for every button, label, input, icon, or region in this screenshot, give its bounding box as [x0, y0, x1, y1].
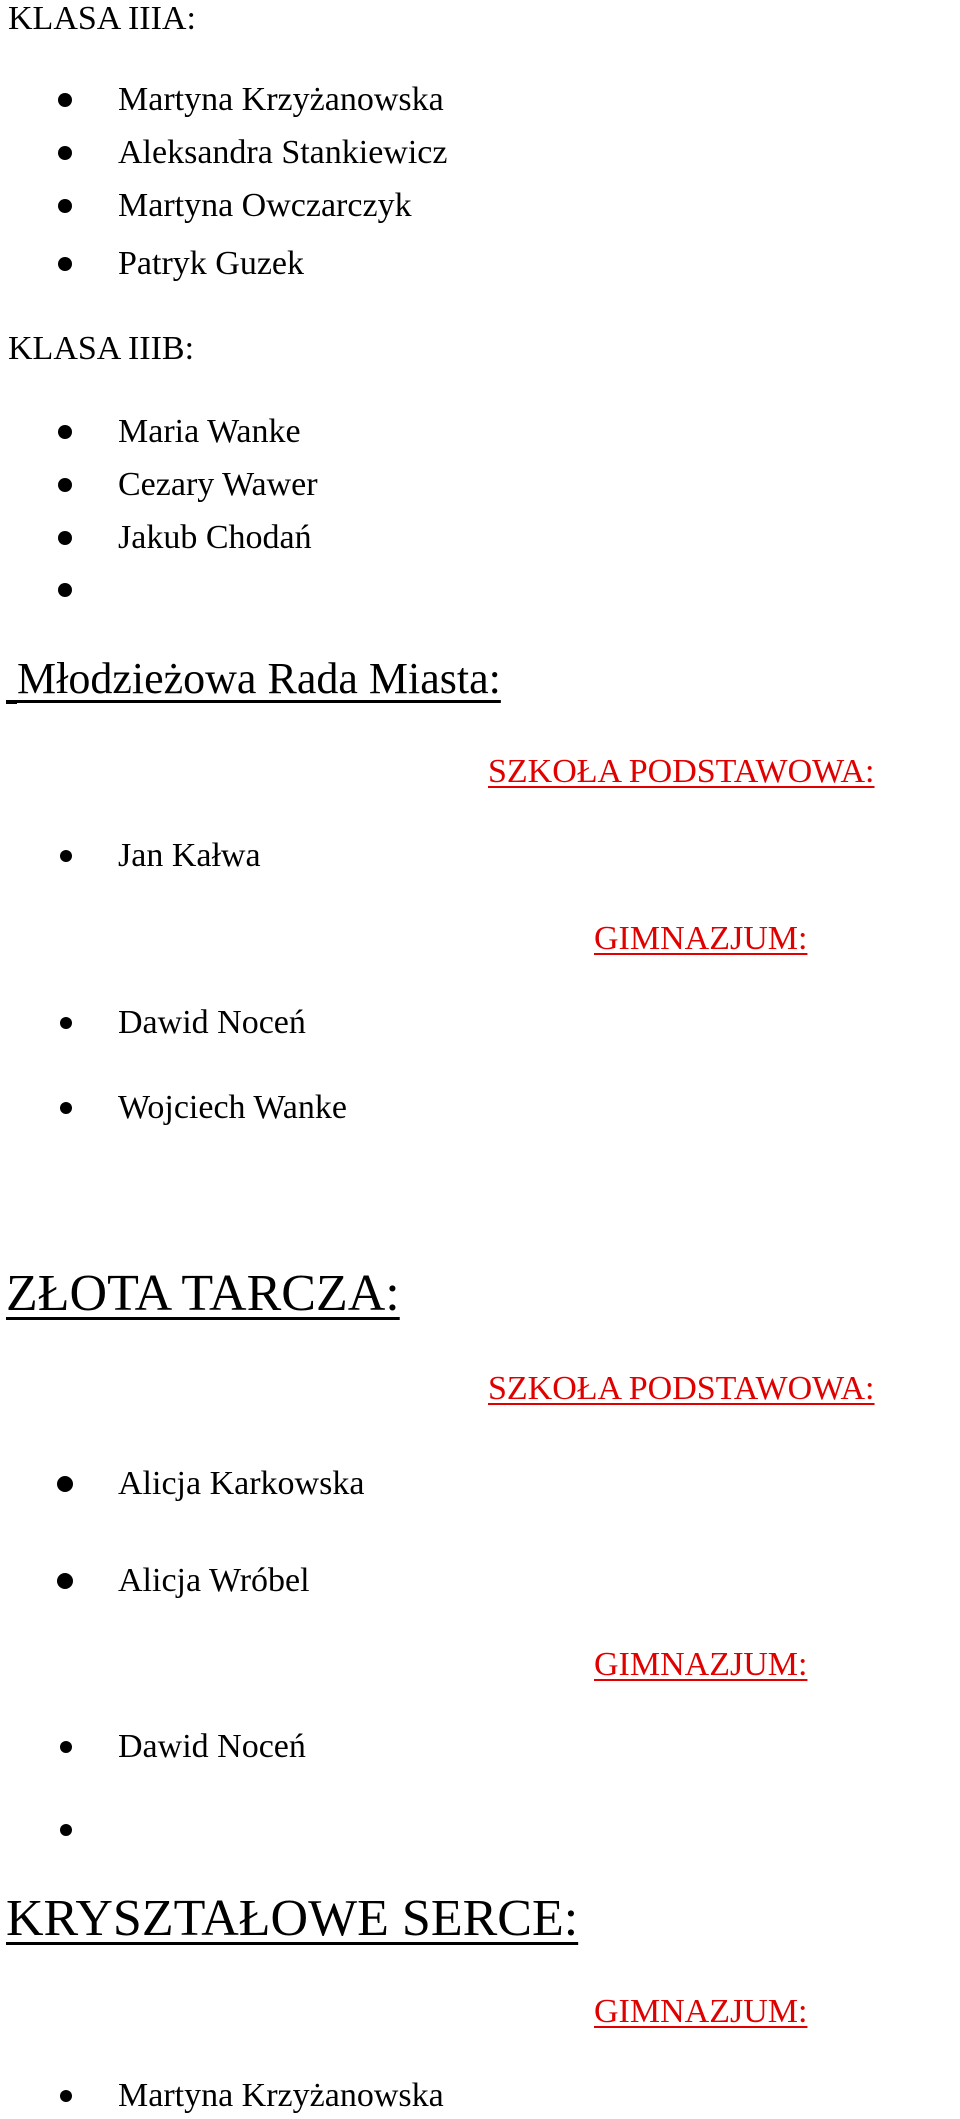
student-name: Martyna Owczarczyk [118, 187, 412, 224]
szkola-podstawowa-label: SZKOŁA PODSTAWOWA: [488, 1370, 875, 1407]
student-name: Alicja Wróbel [118, 1562, 310, 1599]
student-name: Patryk Guzek [118, 245, 305, 282]
klasa-iiia-heading: KLASA IIIA: [8, 0, 196, 37]
bullet-icon [58, 146, 72, 160]
mlodziezowa-rada-heading [6, 654, 501, 703]
gimnazjum-label: GIMNAZJUM: [594, 1993, 808, 2030]
bullet-icon [60, 1102, 72, 1114]
bullet-icon [60, 850, 72, 862]
zlota-tarcza-heading: ZŁOTA TARCZA: [6, 1265, 400, 1322]
gimnazjum-label: GIMNAZJUM: [594, 920, 808, 957]
student-name: Jan Kałwa [118, 837, 261, 874]
krysztalowe-serce-heading: KRYSZTAŁOWE SERCE: [6, 1890, 579, 1947]
bullet-icon [58, 478, 72, 492]
student-name: Martyna Krzyżanowska [118, 2077, 444, 2114]
student-name: Alicja Karkowska [118, 1465, 365, 1502]
student-name: Dawid Noceń [118, 1004, 306, 1041]
bullet-icon [58, 425, 72, 439]
bullet-icon [58, 583, 72, 597]
bullet-icon [60, 1017, 72, 1029]
student-name: Dawid Noceń [118, 1728, 306, 1765]
student-name: Jakub Chodań [118, 519, 312, 556]
bullet-icon [60, 1824, 72, 1836]
student-name: Maria Wanke [118, 413, 301, 450]
student-name: Aleksandra Stankiewicz [118, 134, 448, 171]
bullet-icon [57, 1573, 73, 1589]
mlodziezowa-rada-heading-text: Młodzieżowa Rada Miasta: [17, 654, 501, 703]
student-name: Cezary Wawer [118, 466, 318, 503]
bullet-icon [60, 1741, 72, 1753]
student-name: Wojciech Wanke [118, 1089, 347, 1126]
student-name: Martyna Krzyżanowska [118, 81, 444, 118]
bullet-icon [58, 199, 72, 213]
bullet-icon [58, 93, 72, 107]
bullet-icon [58, 531, 72, 545]
klasa-iiib-heading: KLASA IIIB: [8, 330, 195, 367]
bullet-icon [60, 2090, 72, 2102]
szkola-podstawowa-label: SZKOŁA PODSTAWOWA: [488, 753, 875, 790]
gimnazjum-label: GIMNAZJUM: [594, 1646, 808, 1683]
bullet-icon [58, 257, 72, 271]
bullet-icon [57, 1476, 73, 1492]
